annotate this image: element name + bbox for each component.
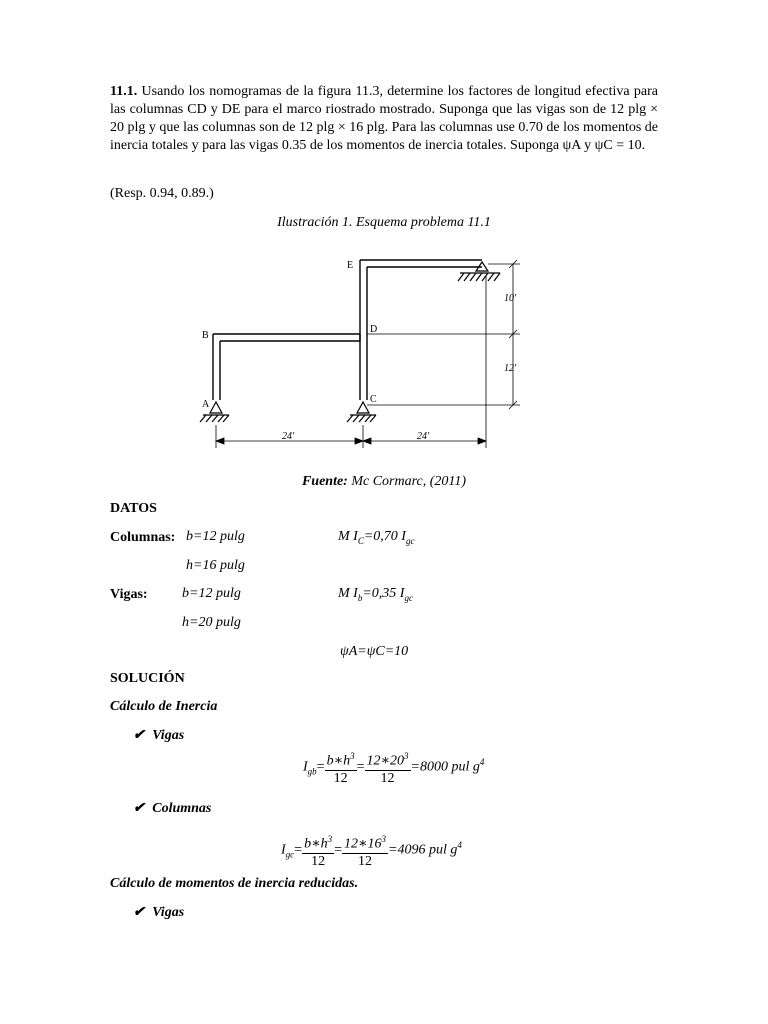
frame-members: [213, 260, 482, 400]
frame-diagram: [0, 250, 768, 475]
igb-num2-exp: 3: [404, 751, 409, 761]
node-label-B: B: [202, 330, 209, 341]
mi-c-left: M I: [338, 529, 358, 544]
check-icon: ✔: [133, 905, 145, 920]
dim-label-span-left: 24′: [282, 431, 295, 442]
calc-inercia-heading: Cálculo de Inercia: [110, 699, 218, 714]
igb-formula: $I_{gb}=$ $\frac{b∗h^3}{12}$ = $\frac{12∗20^3}{12}$ =8000 pul $g^4$: [303, 748, 484, 787]
igc-sub: gc: [285, 849, 295, 860]
mi-b-sub: b: [357, 592, 363, 603]
problem-statement: [110, 83, 658, 155]
igb-sub: gb: [307, 766, 317, 777]
igb-num1: b∗h: [326, 753, 351, 769]
igc-num1: b∗h: [304, 836, 328, 852]
vigas-h: h=20 pulg: [182, 615, 241, 630]
vigas2-item-label: Vigas: [152, 905, 185, 920]
igc-den2: 12: [358, 853, 372, 869]
mi-b-sub2: gc: [404, 592, 413, 603]
columnas-item: [133, 800, 211, 817]
columnas-label: Columnas:: [110, 530, 176, 545]
node-label-E: E: [347, 260, 354, 271]
igc-frac-1: [302, 831, 334, 870]
vigas-b: b=12 pulg: [182, 586, 241, 601]
columnas-h: h=16 pulg: [186, 558, 245, 573]
columnas-item-label: Columnas: [152, 801, 212, 816]
figure-source: [0, 474, 768, 490]
vigas2-item: [133, 904, 184, 921]
dim-label-12: 12′: [504, 363, 517, 374]
igc-formula: $I_{gc}=$ $\frac{b∗h^3}{12}$ = $\frac{12∗16^3}{12}$ =4096 pul $g^4$: [281, 831, 462, 870]
igb-lhs: I: [303, 759, 308, 775]
mi-c-sub2: gc: [405, 535, 415, 546]
mi-c-formula: [338, 529, 414, 546]
igc-result: =4096 pul g: [388, 842, 458, 858]
dimension-lines: [216, 260, 520, 448]
check-icon: ✔: [133, 728, 145, 743]
igb-frac-1: [325, 748, 357, 787]
igb-frac-2: [365, 748, 411, 787]
calc-reducidas-heading: Cálculo de momentos de inercia reducidas.: [110, 876, 359, 891]
igb-result-exp: 4: [479, 756, 485, 767]
support-right: [458, 262, 500, 281]
igc-num1-exp: 3: [327, 834, 333, 844]
columnas-b: b=12 pulg: [186, 529, 245, 544]
mi-b-left: M I: [338, 586, 358, 601]
node-label-D: D: [370, 324, 378, 335]
igb-num1-exp: 3: [350, 751, 355, 761]
problem-text: Usando los nomogramas de la figura 11.3, determine los factores de longitud efectiva para las columnas CD y DE para el marco riostrado mostrado. Suponga que las vigas son de 12 plg × 20 plg y que las columnas son de 12 plg × 16 plg. Para las columnas use 0.70 de los momentos de inercia totales y para las vigas 0.35 de los momentos de inercia totales. Suponga ψA y ψC = 10.: [110, 84, 659, 153]
node-label-A: A: [202, 399, 210, 410]
psi-formula: ψA=ψC=10: [340, 644, 409, 659]
igc-lhs: I: [281, 842, 286, 858]
mi-b-formula: [338, 586, 413, 603]
source-text: Mc Cormarc, (2011): [351, 474, 467, 489]
mi-c-right: =0,70 I: [363, 529, 406, 544]
vigas-item: [133, 727, 184, 744]
mi-c-sub: C: [357, 535, 364, 546]
figure-caption: Ilustración 1. Esquema problema 11.1: [277, 215, 491, 230]
vigas-item-label: Vigas: [152, 728, 185, 743]
problem-answer: (Resp. 0.94, 0.89.): [110, 186, 214, 201]
igc-frac-2: [342, 831, 388, 870]
igc-num2-exp: 3: [381, 834, 387, 844]
source-label: Fuente:: [301, 474, 348, 489]
igc-den1: 12: [311, 853, 326, 869]
vigas-label: Vigas:: [110, 587, 148, 602]
dim-label-10: 10′: [504, 293, 517, 304]
solucion-heading: SOLUCIÓN: [110, 671, 185, 686]
igb-den2: 12: [380, 770, 395, 786]
dim-label-span-right: 24′: [417, 431, 430, 442]
igb-den1: 12: [333, 770, 348, 786]
node-label-C: C: [370, 394, 377, 405]
check-icon: ✔: [133, 801, 145, 816]
igb-num2: 12∗20: [366, 753, 405, 769]
igc-result-exp: 4: [457, 839, 462, 850]
mi-b-right: =0,35 I: [362, 586, 405, 601]
datos-heading: DATOS: [110, 501, 157, 516]
igb-result: =8000 pul g: [410, 759, 480, 775]
igc-num2: 12∗16: [344, 836, 382, 852]
problem-number: 11.1.: [110, 84, 138, 99]
